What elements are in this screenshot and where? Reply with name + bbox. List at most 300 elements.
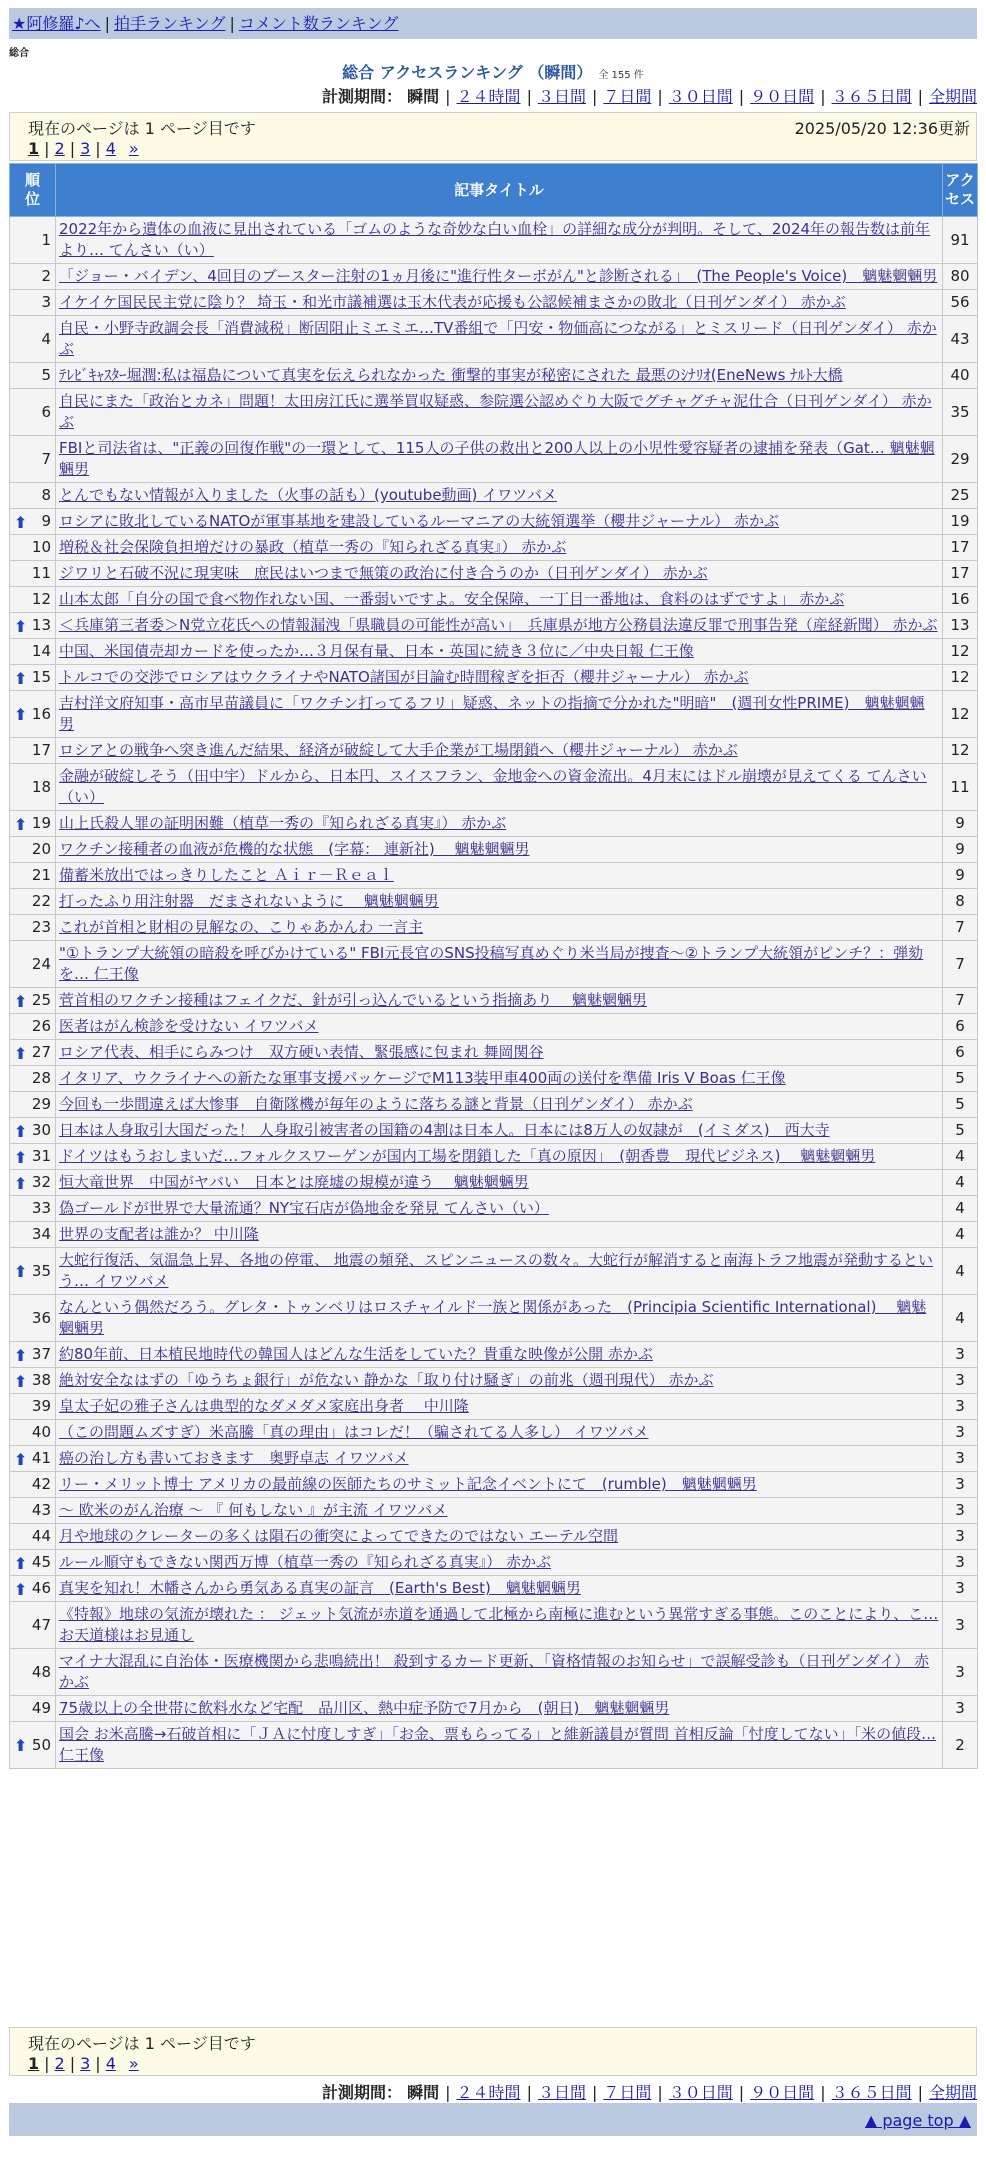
title-cell bbox=[56, 863, 943, 889]
rank-number: 2 bbox=[41, 267, 51, 285]
rank-number: 3 bbox=[41, 293, 51, 311]
rank-up-arrow-icon: ⬆ bbox=[14, 616, 28, 636]
article-title-link[interactable]: 備蓄米放出ではっきりしたこと Ａｉｒ－Ｒｅａｌ bbox=[59, 866, 394, 884]
title-cell bbox=[56, 811, 943, 837]
article-title-link[interactable]: イタリア、ウクライナへの新たな軍事支援パッケージでM113装甲車400両の送付を準備 Iris V Boas 仁王像 bbox=[59, 1069, 786, 1087]
title-cell bbox=[56, 1248, 943, 1295]
rank-number: 6 bbox=[41, 402, 51, 421]
rank-cell bbox=[10, 1498, 56, 1524]
period-link-90d[interactable]: ９０日間 bbox=[750, 2083, 815, 2102]
table-row bbox=[10, 1066, 978, 1092]
rank-cell bbox=[10, 1248, 56, 1295]
rank-cell bbox=[10, 1170, 56, 1196]
title-cell bbox=[56, 1696, 943, 1722]
period-link-30d[interactable]: ３０日間 bbox=[668, 87, 733, 106]
ranking-title: 総合 アクセスランキング （瞬間） bbox=[342, 63, 593, 82]
table-row bbox=[10, 1446, 978, 1472]
article-title-link[interactable]: リー・メリット博士 アメリカの最前線の医師たちのサミット記念イベントにて (rumble) 魑魅魍魎男 bbox=[59, 1475, 757, 1493]
article-title-link[interactable]: これが首相と財相の見解なの、こりゃあかんわ 一言主 bbox=[59, 918, 424, 936]
rank-number: 35 bbox=[31, 1261, 51, 1280]
rank-cell bbox=[10, 290, 56, 316]
rank-number: 1 bbox=[41, 230, 51, 249]
title-cell bbox=[56, 1602, 943, 1649]
rank-cell bbox=[10, 613, 56, 639]
rank-cell bbox=[10, 1040, 56, 1066]
access-count: 4 bbox=[943, 1222, 978, 1248]
period-link-all[interactable]: 全期間 bbox=[928, 87, 977, 106]
access-count: 4 bbox=[943, 1196, 978, 1222]
access-count: 9 bbox=[943, 837, 978, 863]
table-row bbox=[10, 1394, 978, 1420]
rank-cell bbox=[10, 1368, 56, 1394]
period-label: 計測期間： bbox=[322, 87, 403, 106]
article-title-link[interactable]: ルール順守もできない関西万博（植草一秀の『知られざる真実』） 赤かぶ bbox=[59, 1553, 551, 1571]
article-title-link[interactable]: ワクチン接種者の血液が危機的な状態 (字幕： 連新社) 魑魅魍魎男 bbox=[59, 840, 530, 858]
table-row bbox=[10, 1196, 978, 1222]
rank-cell bbox=[10, 316, 56, 363]
article-title-link[interactable]: とんでもない情報が入りました（火事の話も）(youtube動画) イワツバメ bbox=[59, 486, 557, 504]
title-cell bbox=[56, 316, 943, 363]
access-count: 3 bbox=[943, 1472, 978, 1498]
rank-cell bbox=[10, 665, 56, 691]
article-title-link[interactable]: 恒大竜世界 中国がヤバい 日本とは廃墟の規模が違う 魑魅魍魎男 bbox=[59, 1173, 529, 1191]
table-row bbox=[10, 1092, 978, 1118]
top-nav-bar bbox=[9, 8, 977, 39]
table-row bbox=[10, 1342, 978, 1368]
access-count: 25 bbox=[943, 483, 978, 509]
rank-cell bbox=[10, 561, 56, 587]
title-cell bbox=[56, 1649, 943, 1696]
rank-number: 41 bbox=[31, 1449, 51, 1467]
article-title-link[interactable]: マイナ大混乱に自治体・医療機関から悲鳴続出！ 殺到するカード更新、「資格情報のお知らせ」で誤解受診も（日刊ゲンダイ） 赤かぶ bbox=[59, 1652, 930, 1691]
article-title-link[interactable]: 今回も一歩間違えば大惨事 自衛隊機が毎年のように落ちる謎と背景（日刊ゲンダイ） 赤かぶ bbox=[59, 1095, 693, 1113]
access-count: 3 bbox=[943, 1602, 978, 1649]
rank-cell bbox=[10, 1550, 56, 1576]
period-link-3d[interactable]: ３日間 bbox=[537, 87, 586, 106]
rank-number: 23 bbox=[31, 918, 51, 936]
title-cell bbox=[56, 1222, 943, 1248]
rank-up-arrow-icon: ⬆ bbox=[14, 1262, 28, 1281]
rank-cell bbox=[10, 1066, 56, 1092]
article-title-link[interactable]: 国会 お米高騰→石破首相に「ＪＡに忖度しすぎ」「お金、票もらってる」と維新議員が質問 首相反論「忖度してない」「米の値段… 仁王像 bbox=[59, 1725, 937, 1764]
total-count: 全 155 件 bbox=[598, 70, 644, 81]
rank-cell bbox=[10, 1014, 56, 1040]
access-count: 3 bbox=[943, 1498, 978, 1524]
title-cell bbox=[56, 1550, 943, 1576]
table-row bbox=[10, 363, 978, 389]
access-count: 8 bbox=[943, 889, 978, 915]
article-title-link[interactable]: 菅首相のワクチン接種はフェイクだ、針が引っ込んでいるという指摘あり 魑魅魍魎男 bbox=[59, 991, 647, 1009]
title-cell bbox=[56, 837, 943, 863]
period-current: 瞬間 bbox=[407, 2083, 440, 2102]
access-count: 7 bbox=[943, 988, 978, 1014]
table-row bbox=[10, 889, 978, 915]
rank-cell bbox=[10, 1118, 56, 1144]
access-count: 12 bbox=[943, 665, 978, 691]
title-cell bbox=[56, 988, 943, 1014]
access-count: 3 bbox=[943, 1394, 978, 1420]
article-title-link[interactable]: 《特報》地球の気流が壊れた ： ジェット気流が赤道を通過して北極から南極に進むという異常すぎる事態。このことにより、こ… お天道様はお見通し bbox=[59, 1605, 939, 1644]
period-selector-top: 計測期間： 瞬間 | ２４時間 | ３日間 | ７日間 | ３０日間 | ９０日間 | ３６５日間 | 全期間 bbox=[322, 87, 977, 106]
table-row bbox=[10, 483, 978, 509]
rank-up-arrow-icon: ⬆ bbox=[14, 668, 28, 688]
rank-number: 30 bbox=[31, 1121, 51, 1139]
article-title-link[interactable]: 大蛇行復活、気温急上昇、各地の停電、 地震の頻発、スピンニュースの数々。大蛇行が解消すると南海トラフ地震が発動するという… イワツバメ bbox=[59, 1251, 934, 1290]
rank-up-arrow-icon: ⬆ bbox=[14, 1147, 28, 1167]
rank-number: 44 bbox=[31, 1527, 51, 1545]
rank-up-arrow-icon: ⬆ bbox=[14, 814, 28, 834]
access-count: 13 bbox=[943, 613, 978, 639]
article-title-link[interactable]: 世界の支配者は誰か？ 中川隆 bbox=[59, 1225, 259, 1243]
page-link-current[interactable]: 1 bbox=[28, 139, 40, 158]
article-title-link[interactable]: ジワリと石破不況に現実味 庶民はいつまで無策の政治に付き合うのか（日刊ゲンダイ） 赤かぶ bbox=[59, 564, 708, 582]
page-top-link[interactable]: ▲ page top ▲ bbox=[864, 2111, 971, 2130]
rank-number: 29 bbox=[31, 1095, 51, 1113]
access-count: 5 bbox=[943, 1118, 978, 1144]
access-count: 5 bbox=[943, 1066, 978, 1092]
page-links: 1 | 2 | 3 | 4 » bbox=[28, 139, 139, 158]
period-label: 計測期間： bbox=[322, 2083, 403, 2102]
access-count: 6 bbox=[943, 1040, 978, 1066]
access-count: 91 bbox=[943, 217, 978, 264]
page-link-3[interactable]: 3 bbox=[80, 2054, 91, 2073]
article-title-link[interactable]: ＜兵庫第三者委＞N党立花氏への情報漏洩「県職員の可能性が高い」 兵庫県が地方公務員法違反罪で刑事告発（産経新聞） 赤かぶ bbox=[59, 616, 938, 634]
period-link-7d[interactable]: ７日間 bbox=[603, 2083, 652, 2102]
title-cell bbox=[56, 1472, 943, 1498]
table-row bbox=[10, 863, 978, 889]
article-title-link[interactable]: 医者はがん検診を受けない イワツバメ bbox=[59, 1017, 319, 1035]
period-link-3d[interactable]: ３日間 bbox=[537, 2083, 586, 2102]
access-count: 4 bbox=[943, 1170, 978, 1196]
pager-bottom bbox=[9, 2027, 977, 2076]
title-cell bbox=[56, 1576, 943, 1602]
title-cell bbox=[56, 1524, 943, 1550]
rank-number: 43 bbox=[31, 1501, 51, 1519]
article-title-link[interactable]: トルコでの交渉でロシアはウクライナやNATO諸国が目論む時間稼ぎを拒否（櫻井ジャーナル） 赤かぶ bbox=[59, 668, 749, 686]
ranking-table bbox=[9, 163, 978, 1769]
nav-separator: | bbox=[104, 14, 110, 33]
page-link-4[interactable]: 4 bbox=[105, 2054, 116, 2073]
article-title-link[interactable]: 2022年から遺体の血液に見出されている「ゴムのような奇妙な白い血栓」の詳細な成分が判明。そして、2024年の報告数は前年より… てんさい（い） bbox=[59, 220, 931, 259]
title-cell bbox=[56, 1722, 943, 1769]
article-title-link[interactable]: 約80年前、日本植民地時代の韓国人はどんな生活をしていた？貴重な映像が公開 赤かぶ bbox=[59, 1345, 653, 1363]
title-cell bbox=[56, 363, 943, 389]
table-row bbox=[10, 1222, 978, 1248]
rank-number: 38 bbox=[31, 1371, 51, 1389]
article-title-link[interactable]: FBIと司法省は、"正義の回復作戦"の一環として、115人の子供の救出と200人以上の小児性愛容疑者の逮捕を発表（Gat… 魑魅魍魎男 bbox=[59, 439, 935, 478]
header-title: 記事タイトル bbox=[56, 164, 943, 217]
period-current: 瞬間 bbox=[407, 87, 440, 106]
title-cell bbox=[56, 483, 943, 509]
table-row bbox=[10, 1498, 978, 1524]
table-row bbox=[10, 290, 978, 316]
table-row bbox=[10, 561, 978, 587]
rank-cell bbox=[10, 1394, 56, 1420]
rank-number: 36 bbox=[31, 1308, 51, 1327]
page-link-2[interactable]: 2 bbox=[54, 2054, 65, 2073]
rank-cell bbox=[10, 436, 56, 483]
rank-cell bbox=[10, 535, 56, 561]
article-title-link[interactable]: 月や地球のクレーターの多くは隕石の衝突によってできたのではない エーテル空間 bbox=[59, 1527, 619, 1545]
rank-cell bbox=[10, 1446, 56, 1472]
rank-cell bbox=[10, 691, 56, 738]
article-title-link[interactable]: 皇太子妃の雅子さんは典型的なダメダメ家庭出身者 中川隆 bbox=[59, 1397, 469, 1415]
rank-cell bbox=[10, 1092, 56, 1118]
article-title-link[interactable]: 吉村洋文府知事・高市早苗議員に「ワクチン打ってるフリ」疑惑、ネットの指摘で分かれた"明暗" (週刊女性PRIME) 魑魅魍魎男 bbox=[59, 694, 925, 733]
article-title-link[interactable]: （この問題ムズすぎ）米高騰「真の理由」はコレだ！（騙されてる人多し） イワツバメ bbox=[59, 1423, 649, 1441]
rank-cell bbox=[10, 1722, 56, 1769]
rank-cell bbox=[10, 738, 56, 764]
nav-separator: | bbox=[229, 14, 235, 33]
article-title-link[interactable]: 偽ゴールドが世界で大量流通？NY宝石店が偽地金を発見 てんさい（い） bbox=[59, 1199, 549, 1217]
rank-number: 49 bbox=[31, 1699, 51, 1717]
rank-number: 22 bbox=[31, 892, 51, 910]
rank-cell bbox=[10, 863, 56, 889]
table-row bbox=[10, 1524, 978, 1550]
access-count: 6 bbox=[943, 1014, 978, 1040]
access-count: 4 bbox=[943, 1144, 978, 1170]
rank-number: 28 bbox=[31, 1069, 51, 1087]
rank-number: 39 bbox=[31, 1397, 51, 1415]
title-cell bbox=[56, 613, 943, 639]
period-link-all[interactable]: 全期間 bbox=[928, 2083, 977, 2102]
access-count: 4 bbox=[943, 1248, 978, 1295]
rank-cell bbox=[10, 1196, 56, 1222]
title-cell bbox=[56, 1420, 943, 1446]
title-cell bbox=[56, 389, 943, 436]
article-title-link[interactable]: 自民にまた「政治とカネ」問題！太田房江氏に選挙買収疑惑、参院選公認めぐり大阪でグチャグチャ泥仕合（日刊ゲンダイ） 赤かぶ bbox=[59, 392, 932, 431]
title-cell bbox=[56, 1446, 943, 1472]
period-link-90d[interactable]: ９０日間 bbox=[750, 87, 815, 106]
access-count: 3 bbox=[943, 1649, 978, 1696]
page-next-link[interactable]: » bbox=[128, 2054, 139, 2073]
article-title-link[interactable]: 打ったふり用注射器 だまされないように 魑魅魍魎男 bbox=[59, 892, 439, 910]
rank-number: 14 bbox=[31, 642, 51, 660]
article-title-link[interactable]: ドイツはもうおしまいだ…フォルクスワーゲンが国内工場を閉鎖した「真の原因」 (朝香豊 現代ビジネス) 魑魅魍魎男 bbox=[59, 1147, 876, 1165]
article-title-link[interactable]: ～ 欧米のがん治療 ～ 『 何もしない 』が主流 イワツバメ bbox=[59, 1501, 448, 1519]
rank-cell bbox=[10, 889, 56, 915]
rank-number: 24 bbox=[31, 954, 51, 973]
table-row bbox=[10, 1649, 978, 1696]
rank-cell bbox=[10, 1649, 56, 1696]
access-count: 3 bbox=[943, 1550, 978, 1576]
title-cell bbox=[56, 1144, 943, 1170]
access-count: 3 bbox=[943, 1446, 978, 1472]
page-next-link[interactable]: » bbox=[128, 139, 139, 158]
title-cell bbox=[56, 290, 943, 316]
rank-cell bbox=[10, 1222, 56, 1248]
article-title-link[interactable]: 75歳以上の全世帯に飲料水など宅配 品川区、熱中症予防で7月から (朝日) 魑魅魍魎男 bbox=[59, 1699, 670, 1717]
period-link-24h[interactable]: ２４時間 bbox=[456, 2083, 521, 2102]
rank-cell bbox=[10, 1420, 56, 1446]
rank-number: 9 bbox=[41, 512, 51, 530]
article-title-link[interactable]: 金融が破綻しそう（田中宇）ドルから、日本円、スイスフラン、金地金への資金流出。4月末にはドル崩壊が見えてくる てんさい（い） bbox=[59, 767, 927, 806]
access-count: 17 bbox=[943, 535, 978, 561]
title-cell bbox=[56, 1196, 943, 1222]
access-count: 4 bbox=[943, 1295, 978, 1342]
rank-number: 40 bbox=[31, 1423, 51, 1441]
nav-link-comment-ranking[interactable]: コメント数ランキング bbox=[238, 14, 399, 33]
access-count: 3 bbox=[943, 1342, 978, 1368]
page-link-3[interactable]: 3 bbox=[80, 139, 91, 158]
rank-number: 18 bbox=[31, 777, 51, 796]
access-count: 11 bbox=[943, 764, 978, 811]
rank-cell bbox=[10, 1696, 56, 1722]
table-row bbox=[10, 988, 978, 1014]
title-cell bbox=[56, 1342, 943, 1368]
rank-cell bbox=[10, 587, 56, 613]
article-title-link[interactable]: 真実を知れ！木幡さんから勇気ある真実の証言 (Earth's Best) 魑魅魍魎男 bbox=[59, 1579, 581, 1597]
rank-number: 34 bbox=[31, 1225, 51, 1243]
article-title-link[interactable]: ロシア代表、相手にらみつけ 双方硬い表情、緊張感に包まれ 舞岡関谷 bbox=[59, 1043, 544, 1061]
article-title-link[interactable]: ロシアに敗北しているNATOが軍事基地を建設しているルーマニアの大統領選挙（櫻井ジャーナル） 赤かぶ bbox=[59, 512, 780, 530]
access-count: 3 bbox=[943, 1420, 978, 1446]
table-row bbox=[10, 264, 978, 290]
nav-link-asyura[interactable]: ★阿修羅♪へ bbox=[12, 14, 101, 33]
rank-number: 33 bbox=[31, 1199, 51, 1217]
title-cell bbox=[56, 587, 943, 613]
article-title-link[interactable]: 山上氏殺人罪の証明困難（植草一秀の『知られざる真実』） 赤かぶ bbox=[59, 814, 507, 832]
rank-number: 8 bbox=[41, 486, 51, 504]
access-count: 29 bbox=[943, 436, 978, 483]
article-title-link[interactable]: 中国、米国債売却カードを使ったか…３月保有量、日本・英国に続き３位に／中央日報 仁王像 bbox=[59, 642, 694, 660]
nav-link-applause-ranking[interactable]: 拍手ランキング bbox=[113, 14, 226, 33]
rank-cell bbox=[10, 1576, 56, 1602]
rank-number: 4 bbox=[41, 329, 51, 348]
rank-cell bbox=[10, 811, 56, 837]
rank-cell bbox=[10, 264, 56, 290]
table-row bbox=[10, 1014, 978, 1040]
table-row bbox=[10, 1722, 978, 1769]
article-title-link[interactable]: イケイケ国民民主党に陰り？ 埼玉・和光市議補選は玉木代表が応援も公認候補まさかの敗北（日刊ゲンダイ） 赤かぶ bbox=[59, 293, 846, 311]
rank-cell bbox=[10, 1602, 56, 1649]
article-title-link[interactable]: 自民・小野寺政調会長「消費減税」断固阻止ミエミエ…TV番組で「円安・物価高につながる」とミスリード（日刊ゲンダイ） 赤かぶ bbox=[59, 319, 937, 358]
table-row bbox=[10, 738, 978, 764]
article-title-link[interactable]: ロシアとの戦争へ突き進んだ結果、経済が破綻して大手企業が工場閉鎖へ（櫻井ジャーナル） 赤かぶ bbox=[59, 741, 738, 759]
table-row bbox=[10, 535, 978, 561]
rank-cell bbox=[10, 1295, 56, 1342]
access-count: 12 bbox=[943, 691, 978, 738]
rank-cell bbox=[10, 509, 56, 535]
title-cell bbox=[56, 665, 943, 691]
title-cell bbox=[56, 1118, 943, 1144]
table-row bbox=[10, 1118, 978, 1144]
rank-number: 25 bbox=[31, 991, 51, 1009]
rank-number: 7 bbox=[41, 449, 51, 468]
article-title-link[interactable]: 日本は人身取引大国だった！ 人身取引被害者の国籍の4割は日本人。日本には8万人の奴隷が (イミダス) 西大寺 bbox=[59, 1121, 830, 1139]
period-link-7d[interactable]: ７日間 bbox=[603, 87, 652, 106]
table-row bbox=[10, 691, 978, 738]
rank-up-arrow-icon: ⬆ bbox=[14, 1449, 28, 1469]
article-title-link[interactable]: ﾃﾚﾋﾞｷｬｽﾀｰ堀潤:私は福島について真実を伝えられなかった 衝撃的事実が秘密にされた 最悪のｼﾅﾘｵ(EneNews ﾅﾙﾄ大橋 bbox=[59, 366, 843, 384]
title-cell bbox=[56, 941, 943, 988]
rank-cell bbox=[10, 915, 56, 941]
table-row bbox=[10, 1248, 978, 1295]
rank-up-arrow-icon: ⬆ bbox=[14, 705, 28, 724]
footer-bar bbox=[9, 2103, 977, 2136]
rank-cell bbox=[10, 1472, 56, 1498]
table-row bbox=[10, 1602, 978, 1649]
table-row bbox=[10, 1295, 978, 1342]
title-cell bbox=[56, 535, 943, 561]
page-link-current[interactable]: 1 bbox=[28, 2054, 40, 2073]
access-count: 43 bbox=[943, 316, 978, 363]
article-title-link[interactable]: 「ジョー・バイデン、4回目のブースター注射の1ヵ月後に"進行性ターボがん"と診断される」 (The People's Voice) 魑魅魍魎男 bbox=[59, 267, 938, 285]
access-count: 9 bbox=[943, 811, 978, 837]
rank-up-arrow-icon: ⬆ bbox=[14, 1173, 28, 1193]
title-cell bbox=[56, 1014, 943, 1040]
table-header-row bbox=[10, 164, 978, 217]
rank-up-arrow-icon: ⬆ bbox=[14, 1345, 28, 1365]
period-link-365d[interactable]: ３６５日間 bbox=[831, 87, 912, 106]
rank-number: 31 bbox=[31, 1147, 51, 1165]
article-title-link[interactable]: 癌の治し方も書いておきます 奥野卓志 イワツバメ bbox=[59, 1449, 409, 1467]
table-row bbox=[10, 639, 978, 665]
table-row bbox=[10, 316, 978, 363]
article-title-link[interactable]: "①トランプ大統領の暗殺を呼びかけている" FBI元長官のSNS投稿写真めぐり米当局が捜査～②トランプ大統領がピンチ？：弾劾を… 仁王像 bbox=[59, 944, 924, 983]
header-access: アクセス bbox=[943, 164, 978, 217]
category-label: 総合 bbox=[9, 48, 29, 59]
table-row bbox=[10, 1420, 978, 1446]
access-count: 3 bbox=[943, 1576, 978, 1602]
rank-number: 32 bbox=[31, 1173, 51, 1191]
rank-up-arrow-icon: ⬆ bbox=[14, 1043, 28, 1063]
article-title-link[interactable]: 山本太郎「自分の国で食べ物作れない国、一番弱いですよ。安全保障、一丁目一番地は、食料のはずですよ」 赤かぶ bbox=[59, 590, 845, 608]
rank-number: 47 bbox=[31, 1615, 51, 1634]
rank-cell bbox=[10, 764, 56, 811]
title-cell bbox=[56, 1092, 943, 1118]
rank-cell bbox=[10, 389, 56, 436]
table-row bbox=[10, 1368, 978, 1394]
period-link-24h[interactable]: ２４時間 bbox=[456, 87, 521, 106]
title-cell bbox=[56, 1368, 943, 1394]
table-row bbox=[10, 941, 978, 988]
rank-cell bbox=[10, 363, 56, 389]
access-count: 19 bbox=[943, 509, 978, 535]
access-count: 2 bbox=[943, 1722, 978, 1769]
table-row bbox=[10, 1170, 978, 1196]
rank-up-arrow-icon: ⬆ bbox=[14, 1579, 28, 1599]
page-link-2[interactable]: 2 bbox=[54, 139, 65, 158]
pager-top bbox=[9, 112, 977, 161]
table-row bbox=[10, 1144, 978, 1170]
rank-cell bbox=[10, 1342, 56, 1368]
access-count: 80 bbox=[943, 264, 978, 290]
period-link-30d[interactable]: ３０日間 bbox=[668, 2083, 733, 2102]
access-count: 5 bbox=[943, 1092, 978, 1118]
rank-number: 13 bbox=[31, 616, 51, 634]
current-page-text: 現在のページは 1 ページ目です bbox=[28, 2034, 256, 2053]
access-count: 12 bbox=[943, 738, 978, 764]
article-title-link[interactable]: 絶対安全なはずの「ゆうちょ銀行」が危ない 静かな「取り付け騒ぎ」の前兆（週刊現代） 赤かぶ bbox=[59, 1371, 714, 1389]
ranking-body bbox=[10, 217, 978, 1769]
rank-number: 12 bbox=[31, 590, 51, 608]
title-cell bbox=[56, 1498, 943, 1524]
rank-number: 48 bbox=[31, 1662, 51, 1681]
table-row bbox=[10, 1550, 978, 1576]
table-row bbox=[10, 1576, 978, 1602]
rank-cell bbox=[10, 639, 56, 665]
rank-number: 45 bbox=[31, 1553, 51, 1571]
table-row bbox=[10, 1696, 978, 1722]
table-row bbox=[10, 389, 978, 436]
period-link-365d[interactable]: ３６５日間 bbox=[831, 2083, 912, 2102]
table-row bbox=[10, 217, 978, 264]
article-title-link[interactable]: なんという偶然だろう。グレタ・トゥンベリはロスチャイルド一族と関係があった (Principia Scientific International) 魑魅魍魎男 bbox=[59, 1298, 927, 1337]
page-link-4[interactable]: 4 bbox=[105, 139, 116, 158]
article-title-link[interactable]: 増税＆社会保険負担増だけの暴政（植草一秀の『知られざる真実』） 赤かぶ bbox=[59, 538, 567, 556]
title-cell bbox=[56, 264, 943, 290]
